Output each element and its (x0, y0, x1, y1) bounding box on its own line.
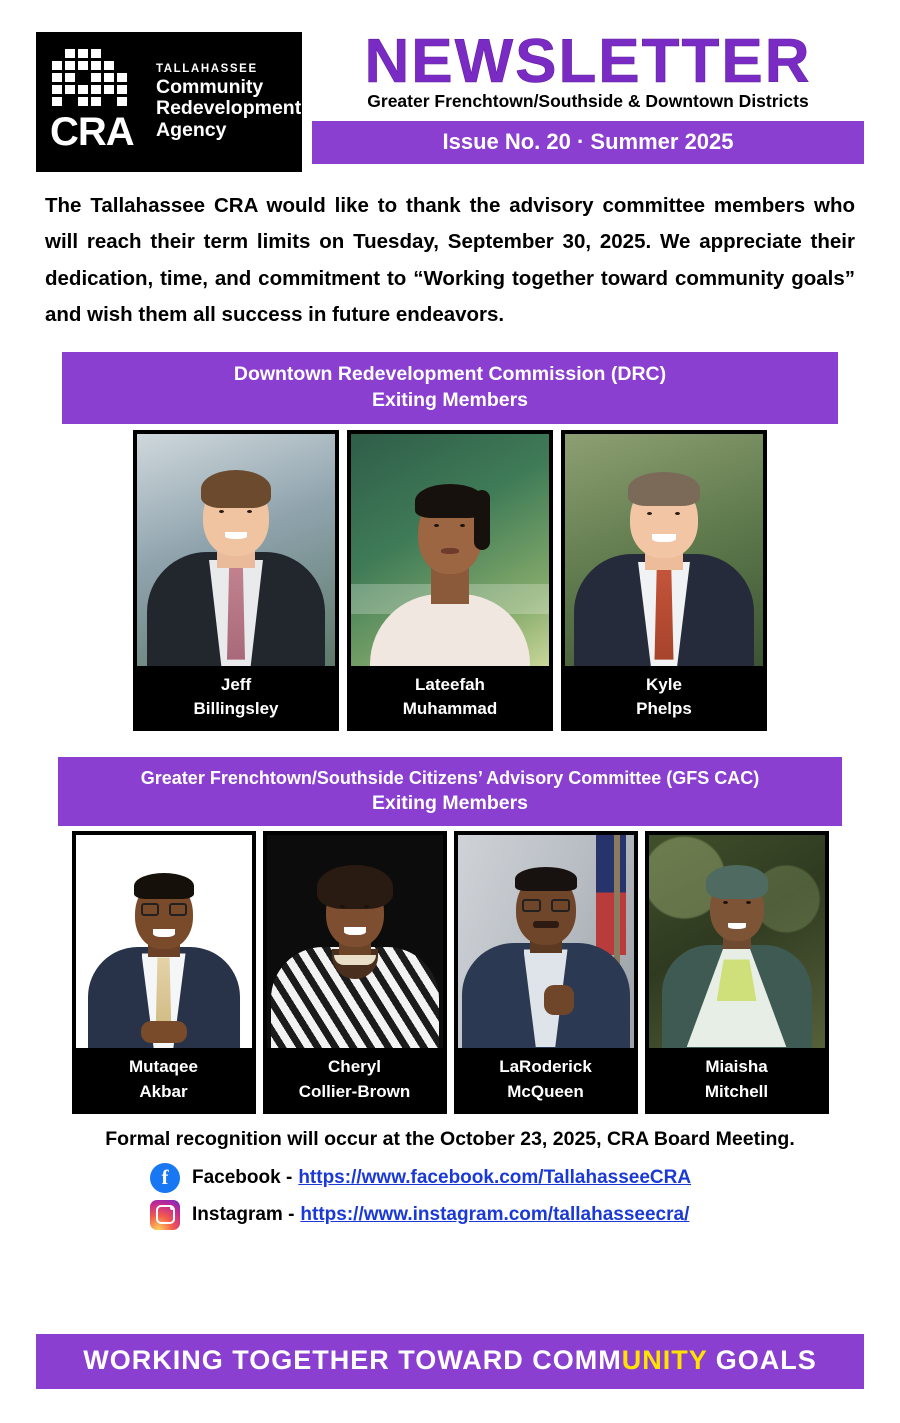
instagram-link[interactable]: https://www.instagram.com/tallahasseecra/ (300, 1203, 690, 1225)
intro-paragraph: The Tallahassee CRA would like to thank the advisory committee members who will reach their term limits on Tuesday, September 30, 2025. We appreciate their dedication, time, and commitment to “Working together toward community goals” and wish them all success in future endeavors. (45, 194, 855, 327)
member-caption (565, 666, 763, 731)
member-card (645, 831, 829, 1113)
header (36, 27, 864, 172)
member-first-name: Cheryl (328, 1057, 381, 1077)
facebook-icon: f (150, 1163, 180, 1193)
member-photo-kyle-phelps (565, 434, 763, 666)
header-titles (312, 27, 864, 172)
member-first-name: LaRoderick (499, 1057, 592, 1077)
instagram-label: Instagram - (192, 1203, 295, 1225)
member-last-name: Billingsley (193, 699, 279, 719)
facebook-label: Facebook - (192, 1166, 293, 1188)
logo-line-community: Community (156, 76, 264, 99)
member-card (454, 831, 638, 1113)
member-caption (351, 666, 549, 731)
logo-line-redevelopment: Redevelopment (156, 97, 302, 120)
issue-bar: Issue No. 20 · Summer 2025 (312, 121, 864, 164)
member-photo-cheryl-collier-brown (267, 835, 443, 1048)
member-card (72, 831, 256, 1113)
page-title: NEWSLETTER (364, 27, 812, 96)
member-first-name: Miaisha (705, 1057, 768, 1077)
banner-gfs-line1: Greater Frenchtown/Southside Citizens’ Advisory Committee (GFS CAC) (140, 767, 760, 788)
member-photo-jeff-billingsley (137, 434, 335, 666)
banner-drc-line1: Downtown Redevelopment Commission (DRC) (233, 362, 667, 385)
tagline-highlight: UNITY (621, 1345, 708, 1375)
logo-line-agency: Agency (156, 118, 227, 141)
section-banner-gfs-cac (58, 757, 842, 827)
gfs-member-row (0, 831, 900, 1113)
member-last-name: Muhammad (402, 699, 498, 719)
social-line-facebook[interactable] (150, 1163, 900, 1193)
member-caption (649, 1048, 825, 1113)
member-last-name: Collier-Brown (298, 1082, 411, 1102)
logo-dot-grid (52, 49, 127, 106)
instagram-icon (150, 1200, 180, 1230)
member-first-name: Jeff (220, 674, 252, 694)
banner-drc-line2: Exiting Members (371, 389, 529, 412)
member-photo-laroderick-mcqueen (458, 835, 634, 1048)
member-last-name: McQueen (507, 1082, 584, 1102)
recognition-text: Formal recognition will occur at the October 23, 2025, CRA Board Meeting. (105, 1127, 795, 1150)
tagline-part2: GOALS (707, 1345, 817, 1375)
member-card (133, 430, 339, 731)
cra-logo-wordmark (156, 64, 301, 140)
member-caption (458, 1048, 634, 1113)
member-caption (267, 1048, 443, 1113)
newsletter-page (0, 27, 900, 1423)
banner-gfs-line2: Exiting Members (371, 792, 529, 815)
social-links (150, 1163, 900, 1230)
facebook-link[interactable]: https://www.facebook.com/TallahasseeCRA (298, 1166, 692, 1188)
section-banner-drc (62, 352, 838, 424)
member-card (347, 430, 553, 731)
tagline-banner (36, 1334, 864, 1389)
logo-line-tallahassee: TALLAHASSEE (156, 63, 258, 76)
header-subtitle: Greater Frenchtown/Southside & Downtown Districts (367, 90, 809, 111)
cra-acronym: CRA (50, 110, 134, 154)
member-last-name: Phelps (636, 699, 692, 719)
member-card (263, 831, 447, 1113)
cra-logo (36, 32, 302, 172)
member-photo-lateefah-muhammad (351, 434, 549, 666)
member-first-name: Lateefah (415, 674, 485, 694)
cra-logo-icon (46, 49, 146, 155)
tagline-part1: WORKING TOGETHER TOWARD COMM (83, 1345, 622, 1375)
member-last-name: Mitchell (704, 1082, 769, 1102)
member-caption (76, 1048, 252, 1113)
social-line-instagram[interactable] (150, 1200, 900, 1230)
member-first-name: Mutaqee (129, 1057, 198, 1077)
drc-member-row (0, 430, 900, 731)
member-card (561, 430, 767, 731)
member-photo-mutaqee-akbar (76, 835, 252, 1048)
member-first-name: Kyle (646, 674, 682, 694)
member-caption (137, 666, 335, 731)
member-last-name: Akbar (139, 1082, 188, 1102)
member-photo-miaisha-mitchell (649, 835, 825, 1048)
